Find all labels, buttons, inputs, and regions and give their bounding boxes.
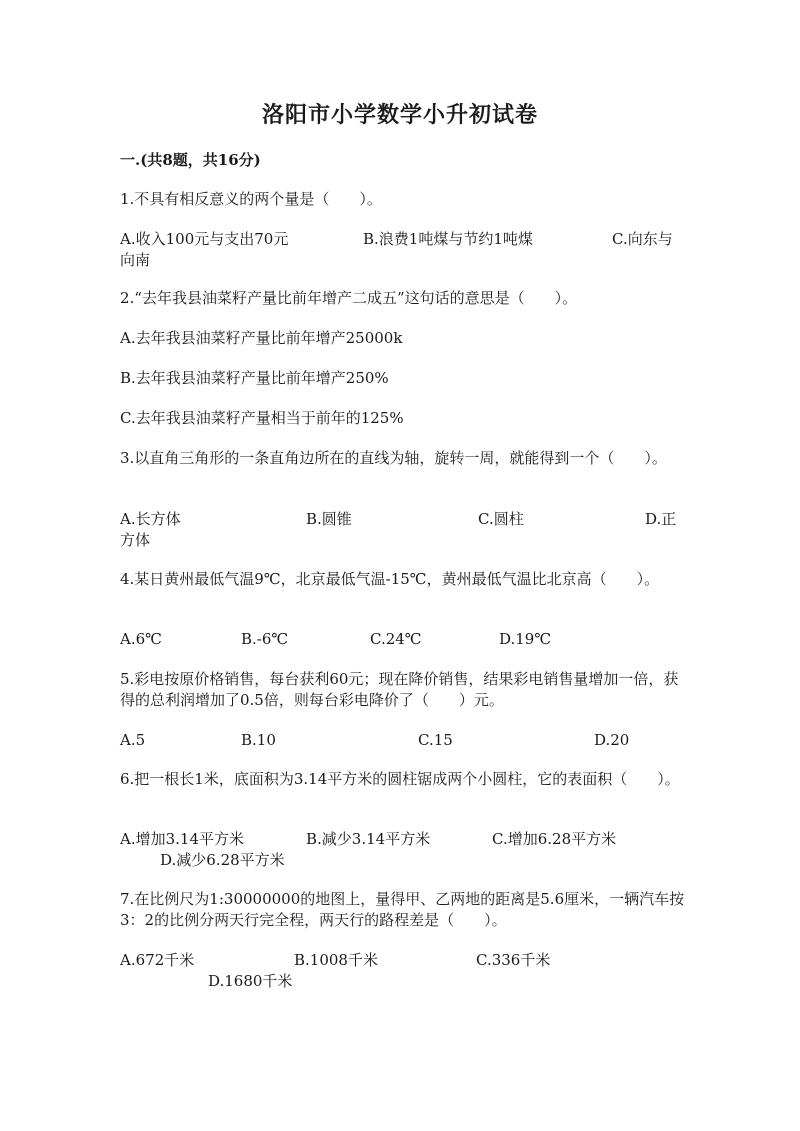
question-1-option-b: B.浪费1吨煤与节约1吨煤: [363, 230, 533, 248]
question-4-option-a: A.6℃: [120, 630, 162, 648]
question-7-option-c: C.336千米: [476, 951, 551, 969]
question-7-option-a: A.672千米: [120, 951, 195, 969]
question-6-option-d: D.减少6.28平方米: [160, 851, 285, 869]
section-heading: 一.(共8题，共16分): [120, 151, 261, 169]
question-6-option-c: C.增加6.28平方米: [492, 830, 617, 848]
question-3-option-b: B.圆锥: [306, 510, 352, 528]
question-4-stem: 4.某日黄州最低气温9℃，北京最低气温-15℃，黄州最低气温比北京高（ ）。: [120, 570, 660, 588]
question-6-stem: 6.把一根长1米，底面积为3.14平方米的圆柱锯成两个小圆柱，它的表面积（ ）。: [120, 770, 680, 788]
question-3-option-a: A.长方体: [120, 510, 181, 528]
question-2-stem: 2.“去年我县油菜籽产量比前年增产二成五”这句话的意思是（ ）。: [120, 289, 578, 307]
question-1-option-c: C.向东与: [612, 230, 673, 248]
page-title: 洛阳市小学数学小升初试卷: [261, 102, 538, 128]
question-3-stem: 3.以直角三角形的一条直角边所在的直线为轴，旋转一周，就能得到一个（ ）。: [120, 449, 667, 467]
question-2-option-b: B.去年我县油菜籽产量比前年增产250%: [120, 369, 389, 387]
question-3-option-d-continued: 方体: [120, 531, 151, 549]
question-7-option-b: B.1008千米: [294, 951, 378, 969]
question-1-stem: 1.不具有相反意义的两个量是（ ）。: [120, 190, 382, 208]
question-5-option-c: C.15: [418, 731, 453, 749]
question-6-option-b: B.减少3.14平方米: [306, 830, 431, 848]
question-6-option-a: A.增加3.14平方米: [120, 830, 244, 848]
question-3-option-d: D.正: [645, 510, 677, 528]
question-3-option-c: C.圆柱: [478, 510, 524, 528]
question-5-stem: 5.彩电按原价格销售，每台获利60元；现在降价销售，结果彩电销售量增加一倍，获得的总利润增加了0.5倍，则每台彩电降价了（ ）元。: [120, 670, 679, 709]
question-7-stem: 7.在比例尺为1:30000000的地图上，量得甲、乙两地的距离是5.6厘米，一辆汽车按3：2的比例分两天行完全程，两天行的路程差是（ ）。: [120, 890, 685, 929]
question-4-option-c: C.24℃: [370, 630, 422, 648]
question-1-option-c-continued: 向南: [120, 251, 151, 269]
question-5-option-a: A.5: [120, 731, 146, 749]
question-4-option-b: B.-6℃: [241, 630, 289, 648]
question-5-option-d: D.20: [594, 731, 630, 749]
question-5-option-b: B.10: [241, 731, 276, 749]
question-4-option-d: D.19℃: [499, 630, 552, 648]
question-7-option-d: D.1680千米: [208, 972, 293, 990]
question-2-option-a: A.去年我县油菜籽产量比前年增产25000k: [120, 329, 403, 347]
question-2-option-c: C.去年我县油菜籽产量相当于前年的125%: [120, 409, 404, 427]
question-1-option-a: A.收入100元与支出70元: [120, 230, 289, 248]
